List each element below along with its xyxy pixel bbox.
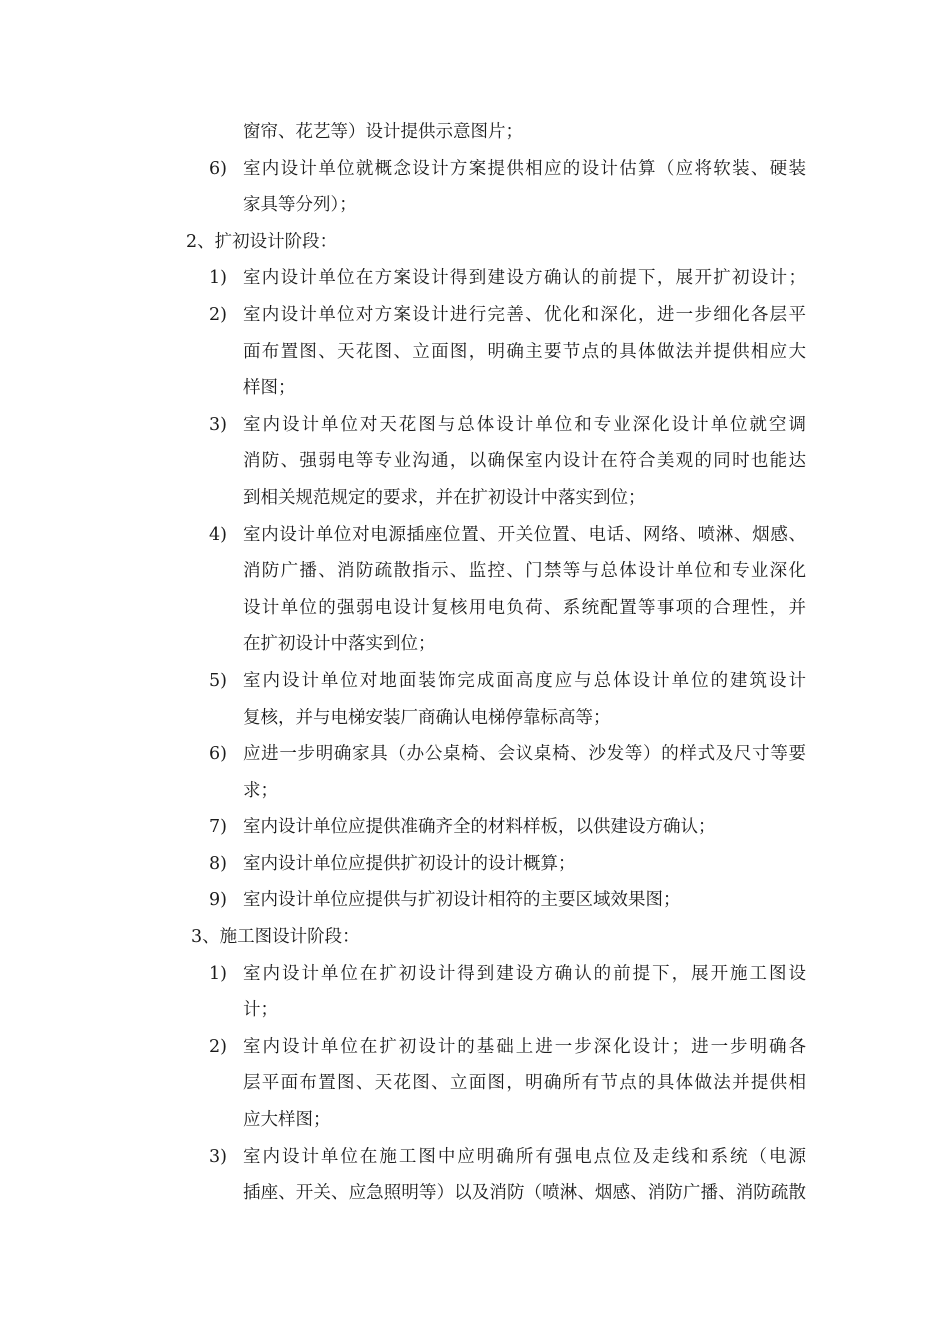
line-text: 求； [243, 780, 278, 801]
line-text: 设计单位的强弱电设计复核用电负荷、系统配置等事项的合理性，并 [243, 597, 806, 618]
list-item-continuation [0, 992, 950, 1029]
list-item [0, 736, 950, 773]
list-item-continuation [0, 553, 950, 590]
line-text: 层平面布置图、天花图、立面图，明确所有节点的具体做法并提供相 [243, 1073, 806, 1094]
line-text: 复核，并与电梯安装厂商确认电梯停靠标高等； [243, 707, 611, 728]
line-text: 消防广播、消防疏散指示、监控、门禁等与总体设计单位和专业深化 [243, 561, 806, 582]
list-item [0, 260, 950, 297]
line-text: 室内设计单位就概念设计方案提供相应的设计估算（应将软装、硬装 [243, 158, 806, 179]
document-body [0, 114, 950, 1212]
item-number: 7) [209, 817, 227, 838]
list-item [0, 407, 950, 444]
list-item-continuation [0, 187, 950, 224]
line-text: 家具等分列）； [243, 195, 357, 216]
line-text: 室内设计单位在扩初设计的基础上进一步深化设计；进一步明确各 [243, 1036, 806, 1057]
section-heading [0, 224, 950, 261]
list-item-continuation [0, 480, 950, 517]
list-item [0, 846, 950, 883]
list-item [0, 151, 950, 188]
line-text: 室内设计单位对电源插座位置、开关位置、电话、网络、喷淋、烟感、 [243, 524, 806, 545]
list-item [0, 297, 950, 334]
list-item [0, 663, 950, 700]
item-number: 9) [209, 890, 227, 911]
list-item [0, 956, 950, 993]
line-text: 面布置图、天花图、立面图，明确主要节点的具体做法并提供相应大 [243, 341, 806, 362]
line-text: 室内设计单位应提供与扩初设计相符的主要区域效果图； [243, 890, 681, 911]
line-text: 室内设计单位应提供扩初设计的设计概算； [243, 853, 576, 874]
line-text: 在扩初设计中落实到位； [243, 634, 436, 655]
line-text: 室内设计单位对天花图与总体设计单位和专业深化设计单位就空调 [243, 414, 806, 435]
line-text: 消防、强弱电等专业沟通，以确保室内设计在符合美观的同时也能达 [243, 451, 806, 472]
item-number: 3) [209, 414, 227, 435]
item-number: 4) [209, 524, 227, 545]
line-text: 室内设计单位在施工图中应明确所有强电点位及走线和系统（电源 [243, 1146, 806, 1167]
list-item-continuation [0, 626, 950, 663]
section-heading [0, 919, 950, 956]
line-text: 室内设计单位在扩初设计得到建设方确认的前提下，展开施工图设 [243, 963, 806, 984]
list-item-continuation [0, 773, 950, 810]
item-number: 2) [209, 1036, 227, 1057]
line-text: 到相关规范规定的要求，并在扩初设计中落实到位； [243, 487, 646, 508]
item-number: 6) [209, 744, 227, 765]
item-number: 6) [209, 158, 227, 179]
list-item-continuation [0, 1065, 950, 1102]
line-text: 应进一步明确家具（办公桌椅、会议桌椅、沙发等）的样式及尺寸等要 [243, 744, 806, 765]
item-number: 1) [209, 963, 227, 984]
line-text: 2、扩初设计阶段： [186, 231, 338, 252]
item-number: 5) [209, 670, 227, 691]
line-text: 3、施工图设计阶段： [191, 927, 360, 948]
line-text: 室内设计单位对地面装饰完成面高度应与总体设计单位的建筑设计 [243, 670, 806, 691]
line-text: 室内设计单位在方案设计得到建设方确认的前提下，展开扩初设计； [243, 268, 806, 289]
list-item-continuation [0, 700, 950, 737]
line-text: 计； [243, 1000, 278, 1021]
list-item-continuation [0, 1175, 950, 1212]
item-number: 2) [209, 304, 227, 325]
line-text: 窗帘、花艺等）设计提供示意图片； [243, 122, 523, 142]
item-number: 1) [209, 268, 227, 289]
list-item [0, 809, 950, 846]
line-text: 室内设计单位应提供准确齐全的材料样板，以供建设方确认； [243, 817, 716, 838]
list-item-continuation [0, 334, 950, 371]
list-item-continuation [0, 370, 950, 407]
list-item-continuation [0, 1102, 950, 1139]
line-text: 室内设计单位对方案设计进行完善、优化和深化，进一步细化各层平 [243, 304, 806, 325]
list-item [0, 1029, 950, 1066]
line-text: 样图； [243, 378, 296, 399]
line-text: 应大样图； [243, 1110, 331, 1131]
list-item [0, 882, 950, 919]
list-item [0, 517, 950, 554]
list-item [0, 1139, 950, 1176]
item-number: 8) [209, 853, 227, 874]
line-text: 插座、开关、应急照明等）以及消防（喷淋、烟感、消防广播、消防疏散 [243, 1183, 806, 1204]
list-item-continuation [0, 443, 950, 480]
list-item-continuation [0, 114, 950, 151]
list-item-continuation [0, 590, 950, 627]
item-number: 3) [209, 1146, 227, 1167]
